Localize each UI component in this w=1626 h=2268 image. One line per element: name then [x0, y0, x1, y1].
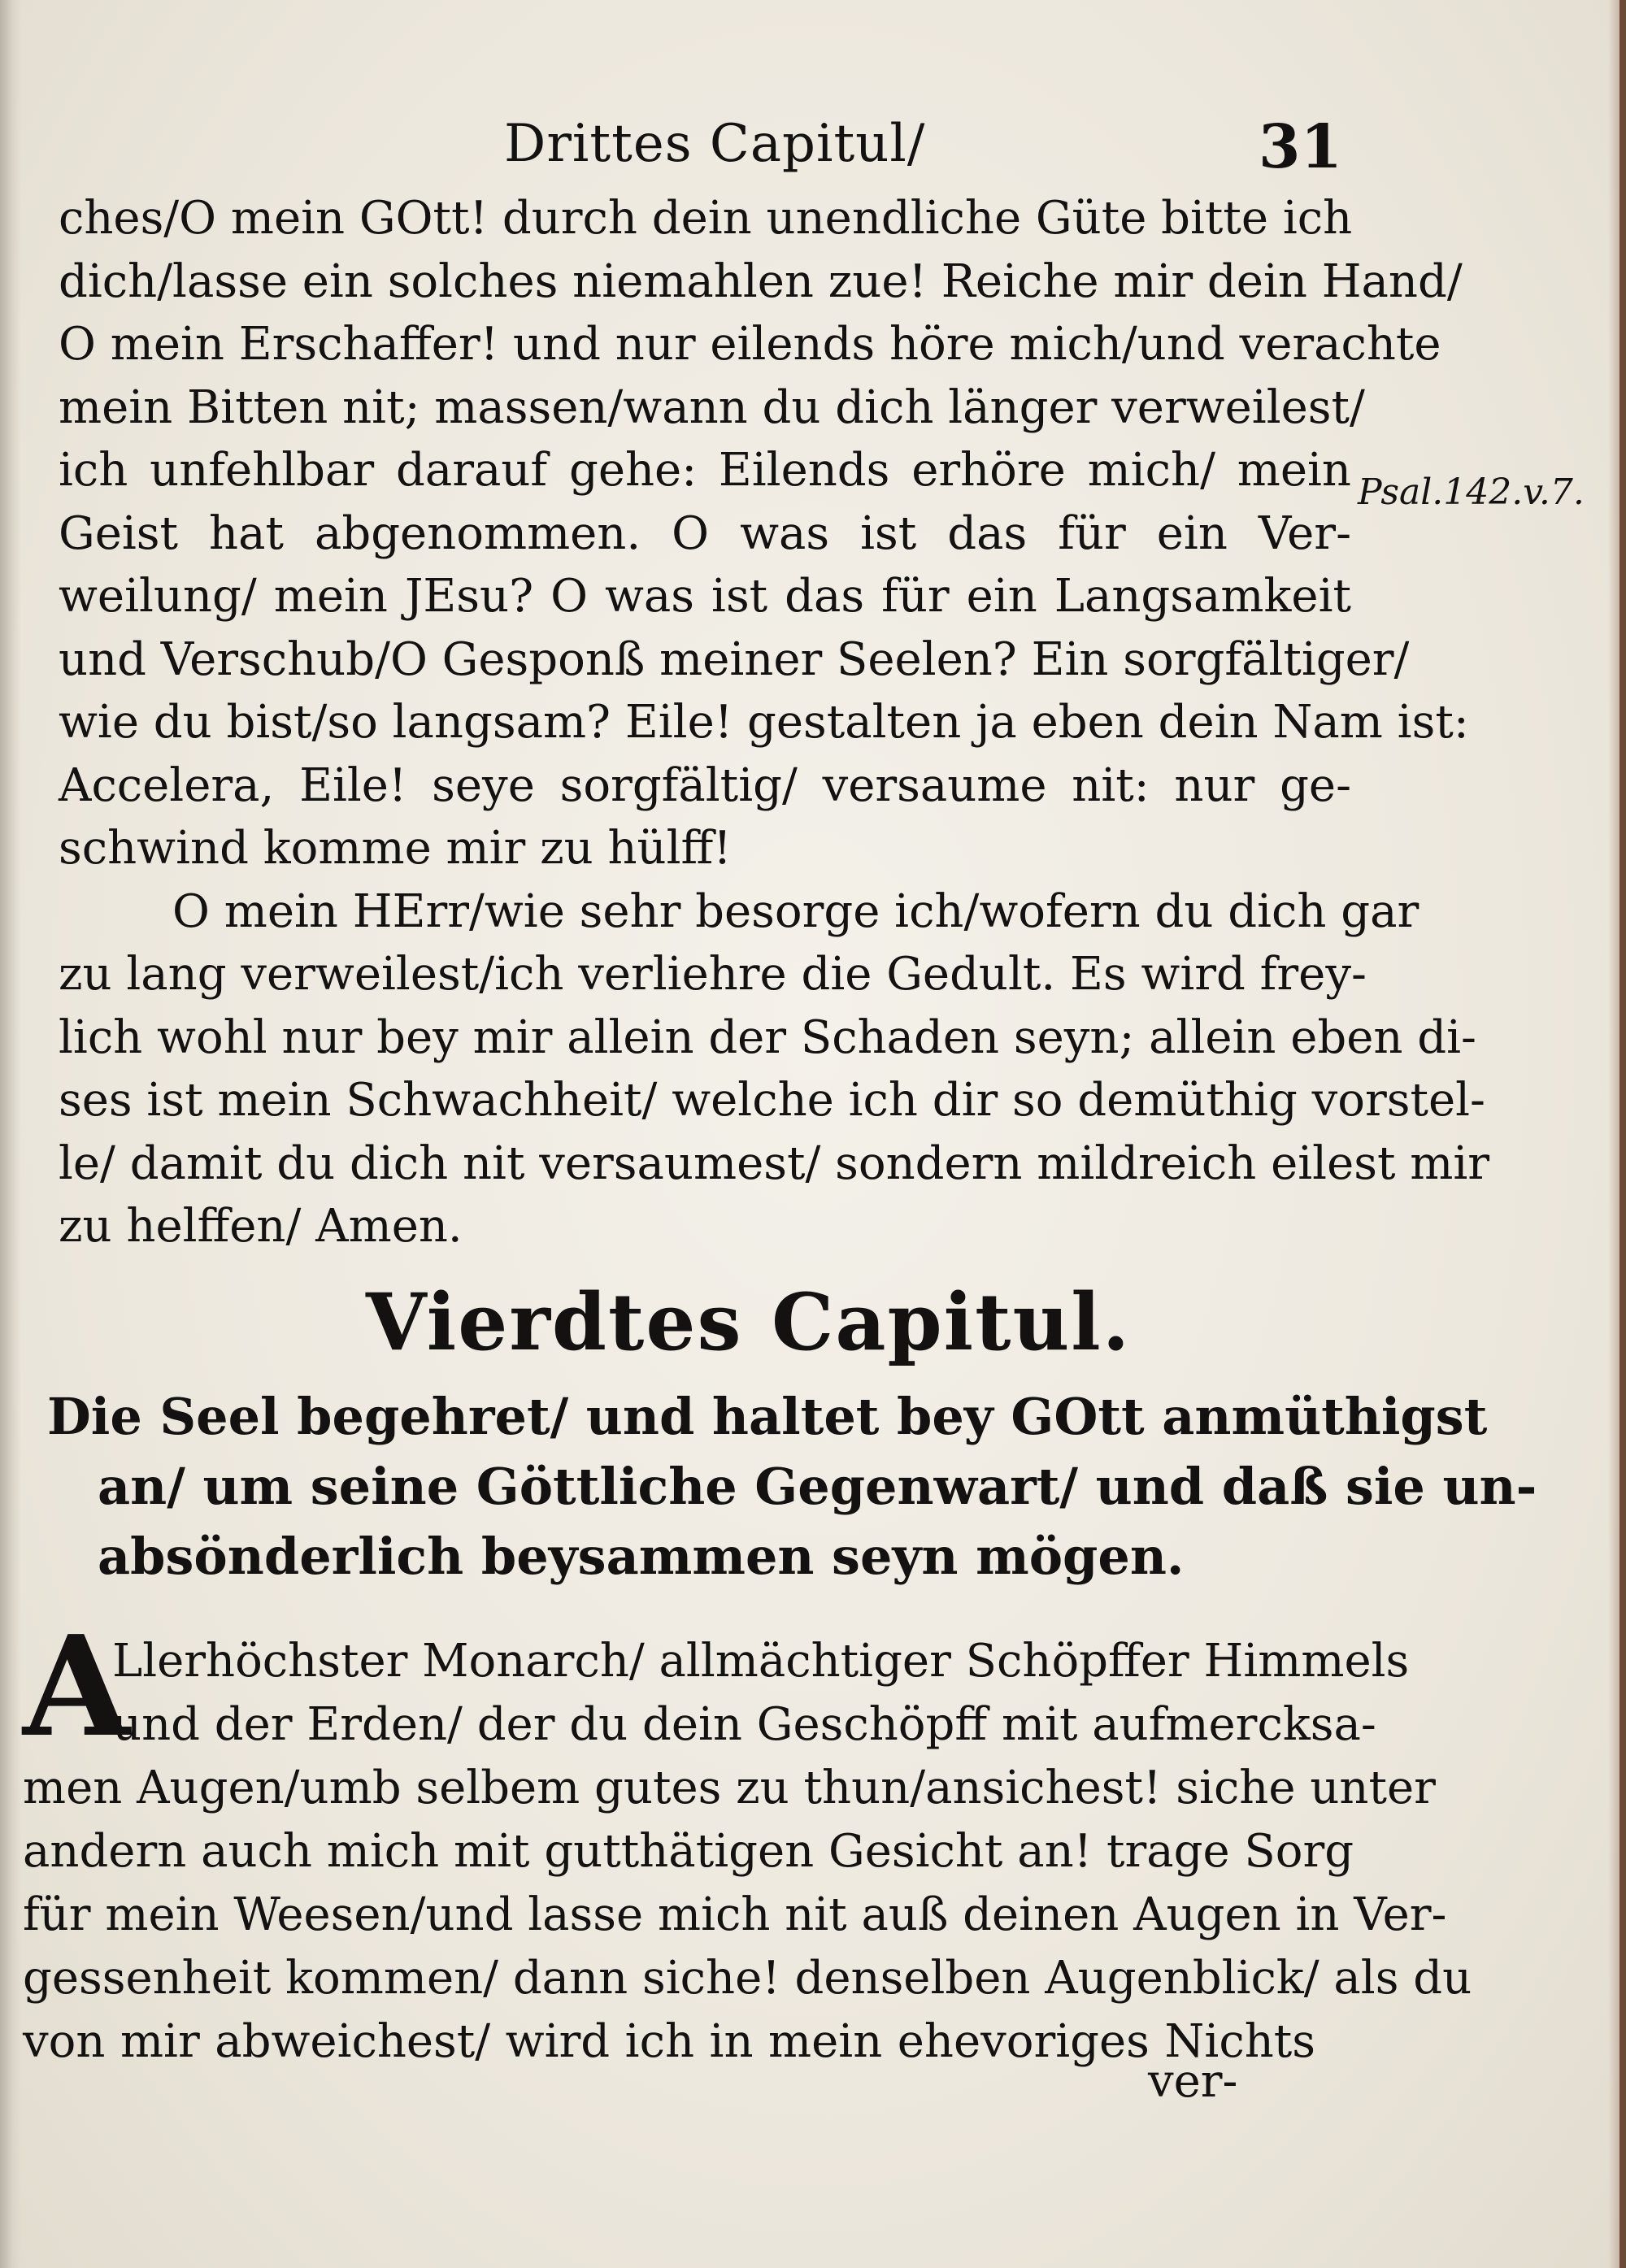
running-head: Drittes Capitul/ — [504, 114, 926, 174]
text-line: Accelera, Eile! seye sorgfältig/ versaume nit: nur ge- — [59, 758, 1351, 812]
text-line: zu helffen/ Amen. — [59, 1200, 463, 1253]
text-line: ses ist mein Schwachheit/ welche ich dir so demüthig vorstel- — [59, 1074, 1485, 1127]
text-line: andern auch mich mit gutthätigen Gesicht an! trage Sorg — [23, 1825, 1354, 1878]
text-line: men Augen/umb selbem gutes zu thun/ansichest! siche unter — [23, 1762, 1436, 1814]
summary-line: absönderlich beysammen seyn mögen. — [98, 1527, 1185, 1586]
text-line: von mir abweichest/ wird ich in mein ehevoriges Nichts — [23, 2015, 1315, 2068]
gutter-shadow — [0, 0, 21, 2268]
text-line: und der Erden/ der du dein Geschöpff mit aufmercksa- — [112, 1698, 1376, 1751]
text-line: ches/O mein GOtt! durch dein unendliche Güte bitte ich — [59, 192, 1353, 245]
text-line: dich/lasse ein solches niemahlen zue! Reiche mir dein Hand/ — [59, 254, 1463, 308]
text-line: O mein HErr/wie sehr besorge ich/wofern du dich gar — [172, 884, 1419, 938]
text-line: schwind komme mir zu hülff! — [59, 822, 732, 875]
text-line: und Verschub/O Gesponß meiner Seelen? Ein sorgfältiger/ — [59, 632, 1410, 686]
text-line: gessenheit kommen/ dann siche! denselben Augenblick/ als du — [23, 1952, 1472, 2005]
page-edge-shadow — [1608, 0, 1619, 2268]
text-line: zu lang verweilest/ich verliehre die Gedult. Es wird frey- — [59, 948, 1367, 1001]
text-line: mein Bitten nit; massen/wann du dich länger verweilest/ — [59, 380, 1365, 434]
page-number: 31 — [1259, 112, 1342, 182]
chapter-heading: Vierdtes Capitul. — [366, 1276, 1132, 1368]
summary-line: Die Seel begehret/ und haltet bey GOtt anmüthigst — [47, 1387, 1488, 1446]
text-line: ich unfehlbar darauf gehe: Eilends erhöre mich/ mein — [59, 444, 1351, 497]
chapter-summary — [47, 1382, 1537, 1592]
text-line: für mein Weesen/und lasse mich nit auß deinen Augen in Ver- — [23, 1888, 1447, 1941]
drop-cap: A — [23, 1605, 130, 1768]
text-line: Geist hat abgenommen. O was ist das für ein Ver- — [59, 506, 1351, 560]
text-line: le/ damit du dich nit versaumest/ sondern mildreich eilest mir — [59, 1136, 1490, 1190]
text-line: wie du bist/so langsam? Eile! gestalten ja eben dein Nam ist: — [59, 696, 1469, 749]
text-line: lich wohl nur bey mir allein der Schaden seyn; allein eben di- — [59, 1010, 1476, 1064]
text-line: Llerhöchster Monarch/ allmächtiger Schöpffer Himmels — [112, 1635, 1410, 1688]
text-line: O mein Erschaffer! und nur eilends höre mich/und verachte — [59, 318, 1441, 371]
text-line: weilung/ mein JEsu? O was ist das für ein Langsamkeit — [59, 570, 1351, 623]
summary-line: an/ um seine Göttliche Gegenwart/ und daß sie un- — [98, 1457, 1537, 1516]
text-block-body — [23, 1630, 1472, 2074]
catchword: ver- — [1148, 2055, 1238, 2108]
page-edge — [1619, 0, 1626, 2268]
marginal-note: Psal.142.v.7. — [1358, 471, 1585, 513]
